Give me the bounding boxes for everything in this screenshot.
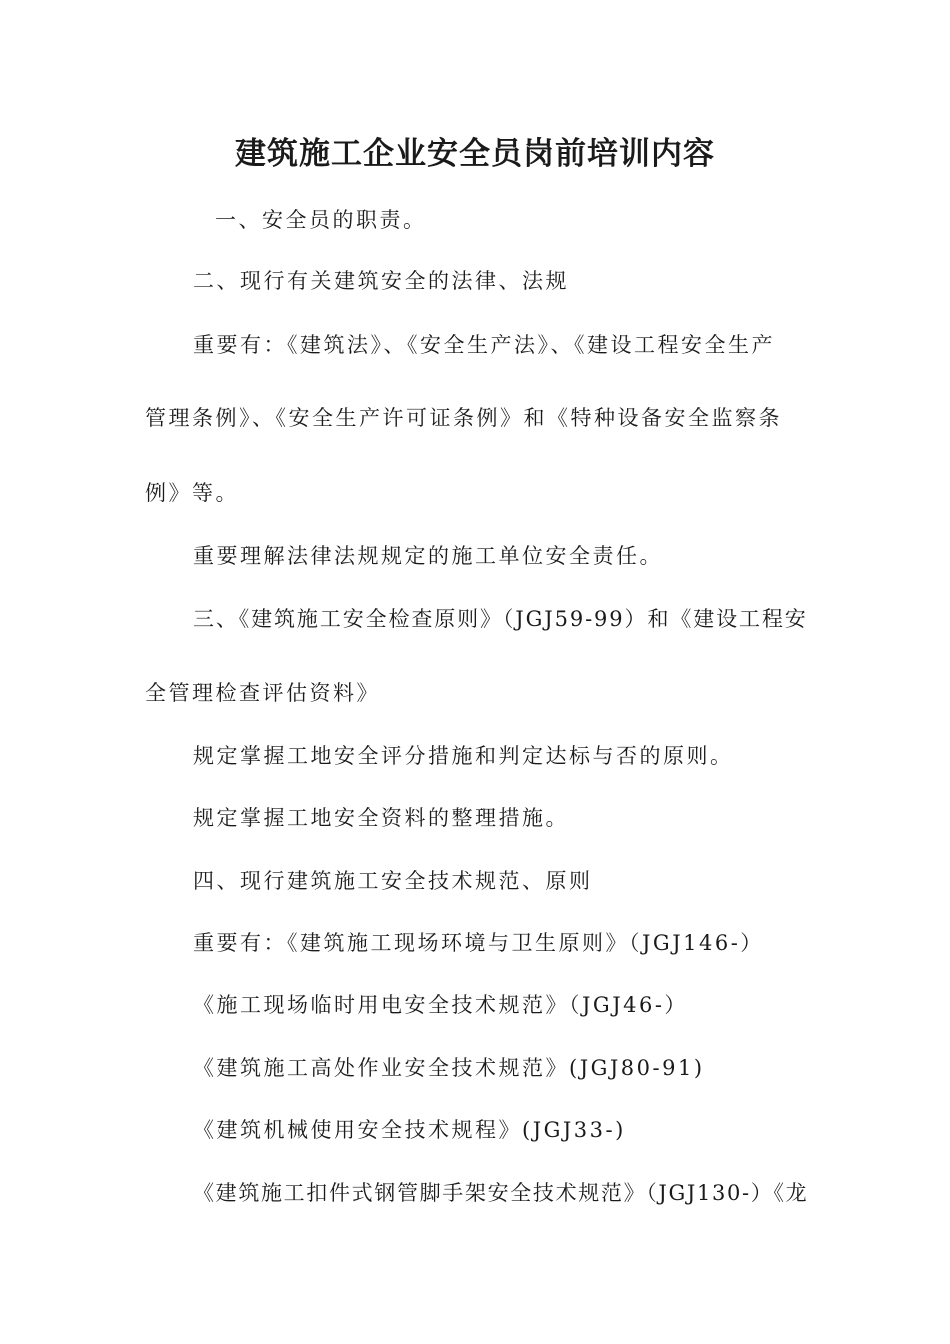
- paragraph-line: 全管理检查评估资料》: [145, 681, 380, 705]
- document-title: 建筑施工企业安全员岗前培训内容: [235, 136, 715, 172]
- paragraph-line: 《建筑施工高处作业安全技术规范》(JGJ80-91): [193, 1056, 705, 1080]
- paragraph-line: 二、现行有关建筑安全的法律、法规: [193, 269, 569, 293]
- paragraph-line: 三、《建筑施工安全检查原则》（JGJ59-99）和《建设工程安: [193, 607, 808, 631]
- paragraph-line: 重要理解法律法规规定的施工单位安全责任。: [193, 544, 663, 568]
- paragraph-line: 规定掌握工地安全评分措施和判定达标与否的原则。: [193, 744, 734, 768]
- paragraph-line: 四、现行建筑施工安全技术规范、原则: [193, 869, 593, 893]
- paragraph-line: 《建筑机械使用安全技术规程》(JGJ33-): [193, 1118, 626, 1142]
- paragraph-line: 重要有：《建筑施工现场环境与卫生原则》（JGJ146-）: [193, 931, 764, 955]
- paragraph-line: 一、安全员的职责。: [215, 208, 427, 232]
- paragraph-line: 《施工现场临时用电安全技术规范》（JGJ46-）: [193, 993, 688, 1017]
- paragraph-line: 《建筑施工扣件式钢管脚手架安全技术规范》（JGJ130-）《龙: [193, 1181, 809, 1205]
- paragraph-line: 例》等。: [145, 481, 239, 505]
- paragraph-line: 规定掌握工地安全资料的整理措施。: [193, 806, 569, 830]
- paragraph-line: 重要有：《建筑法》、《安全生产法》、《建设工程安全生产: [193, 333, 775, 357]
- paragraph-line: 管理条例》、《安全生产许可证条例》和《特种设备安全监察条: [145, 406, 782, 430]
